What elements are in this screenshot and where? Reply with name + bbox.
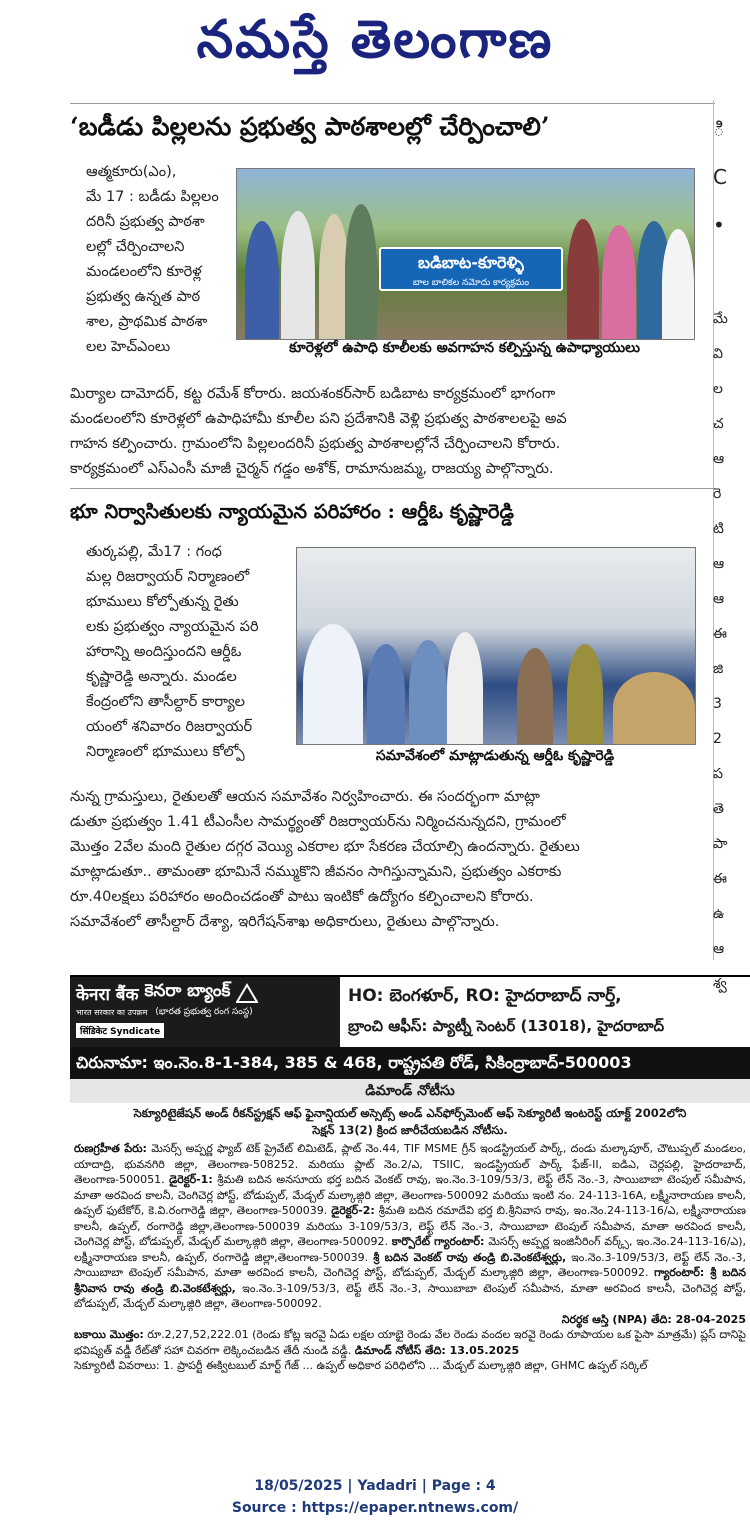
story1-lead-line: శాల, ప్రాథమిక పాఠశా	[86, 314, 208, 330]
adjacent-column-line: ఆ	[713, 941, 725, 957]
story1-photo	[236, 168, 695, 340]
adjacent-column-line: C	[713, 165, 727, 189]
story2-photo	[296, 547, 696, 745]
story2-lead-line: లకు ప్రభుత్వం న్యాయమైన పరి	[86, 619, 259, 635]
story1-lead	[86, 160, 236, 360]
adjacent-column-fragment	[713, 295, 750, 1009]
story1-body-line: గాహన కల్పించారు. గ్రామంలోని పిల్లలందరినీ ప్రభుత్వ పాఠశాలల్లోనే చేర్పించాలని కోరారు.	[70, 436, 561, 452]
notice-body: రుణగ్రహీత పేరు: మెసర్స్ అప్పర్ణ ఫ్యాబ్ టెక్ ప్రైవేట్ లిమిటెడ్, ప్లాట్ నెం.44, TIF MSME గ్రీన్ ఇండస్ట్రియల్ పార్క్, దండు మల్కాపూర్, చౌటుప్పల్ మండలం, యాదాద్రి, భువనగిరి జిల్లా, తెలంగాణ-508252. మరియు ప్లాట్ నెం.2/ఎ, TSIIC, ఇండస్ట్రియల్ పార్క్ ఫేజ్-II, ఐడిఎ, చెర్లపల్లి, హైదరాబాద్, తెలంగాణ-500051. డైరెక్టర్-1: శ్రీమతి బదిన అనసూయ భర్త బదిన వెంకట్ రావు, ఇం.నెం.3-109/53/3, లెఫ్ట్ లేన్ నెం.-3, సాయిబాబా టెంపుల్ సమీపాన, మాతా అరవింద కాలనీ, చెంగిచెర్ల పోస్ట్, బోడుప్పల్, మేడ్చల్ మల్కాజ్గిరి జిల్లా, తెలంగాణ-500092 మరియు ఇంటి నం. 24-113-16A, లక్ష్మీనారాయణ కాలనీ, ఉప్పల్ ఫుటేకోర్, కె.వి.రంగారెడ్డి జిల్లా, తెలంగాణ-500039. డైరెక్టర్-2: శ్రీమతి బదిన రమాదేవి భర్త బి.శ్రీనివాస రావు, ఇం.నెం.24-113-16/ఎ, లక్ష్మీనారాయణ కాలనీ, ఉప్పల్, రంగారెడ్డి జిల్లా,తెలంగాణ-500039 మరియు 3-109/53/3, లెఫ్ట్ లేన్ నెం.-3, సాయిబాబా టెంపుల్ సమీపాన, మాతా అరవింద కాలనీ, చెంగిచెర్ల పోస్ట్, బోడుప్పల్, మేడ్చల్ మల్కాజ్గిరి జిల్లా, తెలంగాణ-500092. కార్పొరేట్ గ్యారంటార్: మెసర్స్ అప్పర్ణ ఇంజినీరింగ్ వర్క్స్, ఇం.నెం.24-113-16/ఎ), లక్ష్మీనారాయణ కాలనీ, ఉప్పల్, రంగారెడ్డి జిల్లా,తెలంగాణ-500039. శ్రీ బదిన వెంకట్ రావు తండ్రి బి.వెంకటేశ్వర్లు, ఇం.నెం.3-109/53/3, లెఫ్ట్ లేన్ నెం.-3, సాయిబాబా టెంపుల్ సమీపాన, మాతా అరవింద కాలనీ, చెంగిచెర్ల పోస్ట్, బోడుప్పల్, మేడ్చల్ మల్కాజ్గిరి జిల్లా, తెలంగాణ-500092. గ్యారంటార్: శ్రీ బదిన శ్రీనివాస రావు తండ్రి బి.వెంకటేశ్వర్లు, ఇం.నెం.3-109/53/3, లెఫ్ట్ లేన్ నెం.-3, సాయిబాబా టెంపుల్ సమీపాన, మాతా అరవింద కాలనీ, చెంగిచెర్ల పోస్ట్, బోడుప్పల్, మేడ్చల్ మల్కాజ్గిరి జిల్లా, తెలంగాణ-500092.	[74, 1142, 747, 1310]
bank-logo-block	[70, 977, 340, 1047]
notice-subtitle: సెక్యూరిటైజేషన్ అండ్ రీకన్‌స్ట్రక్షన్ ఆఫ్ ఫైనాన్షియల్ అస్సెట్స్ అండ్ ఎన్‌ఫోర్స్‌మెంట్ ఆఫ్ సెక్యూరిటీ ఇంటరెస్ట్ యాక్ట్ 2002లోని సెక్షన్ 13(2) క్రింద జారీచేయబడిన నోటీసు.	[133, 1106, 687, 1137]
adjacent-column-line: టి	[713, 521, 724, 537]
bank-name-telugu: కెనరా బ్యాంక్	[144, 981, 231, 1001]
story2-body	[70, 785, 695, 935]
top-rule	[70, 103, 715, 104]
story2-body-line: మాట్లాడుతూ.. తామంతా భూమినే నమ్ముకొని జీవనం సాగిస్తున్నామని, ప్రభుత్వం ఎకరాకు	[70, 864, 562, 880]
adjacent-column-line: ఈ	[713, 626, 727, 642]
bank-header	[70, 977, 750, 1047]
adjacent-column-fragment-top	[713, 95, 750, 259]
adjacent-column-line: తె	[713, 801, 724, 817]
story2-body-line: రూ.40లక్షలు పరిహారం అందించడంతో పాటు ఇంటికో ఉద్యోగం కల్పించాలని కోరారు.	[70, 889, 534, 905]
story1-body-line: మండలంలోని కూరెళ్లలో ఉపాధిహామీ కూలీల పని ప్రదేశానికి వెళ్లి ప్రభుత్వ పాఠశాలలపై అవ	[70, 411, 567, 427]
story1-lead-line: లల హెచ్ఎంలు	[86, 339, 171, 355]
footer-date-page: 18/05/2025 | Yadadri | Page : 4	[254, 1478, 496, 1494]
story2-lead-line: తుర్కపల్లి, మే17 : గంధ	[86, 544, 222, 560]
dues-block: బకాయి మొత్తం: రూ.2,27,52,222.01 (రెండు కోట్ల ఇరవై ఏడు లక్షల యాభై రెండు వేల రెండు వందల ఇరవై రెండు రూపాయల ఒక పైసా మాత్రమే) ప్లస్ దానిపై భవిష్యత్ వడ్డీ రేట్‌తో సహా చివరగా లెక్కించబడిన తేదీ నుండి వడ్డీ. డిమాండ్ నోటీస్ తేది: 13.05.2025	[74, 1328, 746, 1357]
bank-tagline-telugu: (భారత ప్రభుత్వ రంగ సంస్థ)	[155, 1007, 253, 1017]
adjacent-column-line: శ్వ	[713, 976, 727, 992]
story1-lead-line: మండలంలోని కూరెళ్ల	[86, 264, 202, 280]
story2-body-line: సమావేశంలో తాసీల్దార్ దేశ్యా, ఇరిగేషన్‌శాఖ అధికారులు, రైతులు పాల్గొన్నారు.	[70, 914, 500, 930]
story2-body-line: నున్న గ్రామస్తులు, రైతులతో ఆయన సమావేశం నిర్వహించారు. ఈ సందర్భంగా మాట్లా	[70, 789, 540, 805]
bank-address: చిరునామా: ఇం.నెం.8-1-384, 385 & 468, రాష్ట్రపతి రోడ్, సికింద్రాబాద్-500003	[70, 1047, 750, 1079]
story1-lead-line: ఆత్మకూరు(ఎం),	[86, 164, 177, 180]
bank-office-block	[340, 977, 750, 1047]
photo-banner: బడిబాట-కూరెళ్ళి బాల బాలికల నమోదు కార్యక్రమం	[379, 247, 563, 291]
bank-name-hindi: केनरा बैंक	[76, 984, 139, 1005]
masthead: నమస్తే తెలంగాణ	[196, 9, 554, 70]
adjacent-column-line: వి	[713, 346, 723, 362]
bank-demand-notice	[70, 975, 750, 1377]
adjacent-column-line: ి	[713, 117, 725, 141]
story2-headline: భూ నిర్వాసితులకు న్యాయమైన పరిహారం : ఆర్డీఓ కృష్ణారెడ్డి	[70, 500, 514, 523]
story2-body-line: డుతూ ప్రభుత్వం 1.41 టీఎంసీల సామర్థ్యంతో రిజర్వాయర్‌ను నిర్మించనున్నదని, గ్రామంలో	[70, 814, 566, 830]
adjacent-column-line: పా	[713, 836, 728, 852]
adjacent-column-line: ల	[713, 381, 723, 397]
adjacent-column-line: ఆ	[713, 591, 725, 607]
story1-lead-line: దరినీ ప్రభుత్వ పాఠశా	[86, 214, 205, 230]
canara-triangle-logo	[236, 983, 258, 1003]
ho-line: HO: బెంగళూర్, RO: హైదరాబాద్ నార్త్,	[348, 986, 622, 1006]
story1-lead-line: ప్రభుత్వ ఉన్నత పాఠ	[86, 289, 201, 305]
adjacent-column-line: జి	[713, 661, 724, 677]
story2-lead-line: యంలో శనివారం రిజర్వాయర్	[86, 719, 253, 735]
story2-lead-line: మల్ల రిజర్వాయర్ నిర్మాణంలో	[86, 569, 250, 585]
adjacent-column-line: •	[713, 213, 725, 237]
adjacent-column-line: ప	[713, 766, 723, 782]
security-details: సెక్యూరిటీ వివరాలు: 1. ప్రాపర్టీ ఈక్విటబుల్ మార్ట్ గేజ్ ... ఉప్పల్ అధికార పరిధిలోని ... మేడ్చల్ మల్కాజ్గిరి జిల్లా, GHMC ఉప్పల్ సర్కిల్	[74, 1359, 648, 1372]
adjacent-column-line: 3	[713, 696, 722, 712]
adjacent-column-line: మే	[713, 311, 728, 327]
story1-body	[70, 382, 695, 482]
notice-title: డిమాండ్ నోటీసు	[70, 1079, 750, 1103]
footer-source: Source : https://epaper.ntnews.com/	[231, 1500, 519, 1516]
syndicate-badge: सिंडिकेट Syndicate	[76, 1023, 164, 1038]
story2-lead-line: కృష్ణారెడ్డి అన్నారు. మండల	[86, 669, 237, 685]
bank-tagline-hindi: भारत सरकार का उपक्रम	[76, 1008, 148, 1017]
branch-line: బ్రాంచి ఆఫీస్: ప్యాట్నీ సెంటర్ (13018), హైదరాబాద్	[348, 1017, 665, 1035]
story1-lead-line: మే 17 : బడీడు పిల్లలం	[86, 189, 219, 205]
story2-lead-line: కేంద్రంలోని తాసీల్దార్ కార్యాల	[86, 694, 245, 710]
npa-date: నిరర్థక ఆస్తి (NPA) తేది: 28-04-2025	[561, 1312, 746, 1326]
story1-headline: ‘బడీడు పిల్లలను ప్రభుత్వ పాఠశాలల్లో చేర్పించాలి’	[70, 112, 550, 141]
story2-caption: సమావేశంలో మాట్లాడుతున్న ఆర్డీఓ కృష్ణారెడ్డి	[375, 748, 615, 764]
adjacent-column-line: చ	[713, 416, 724, 432]
story2-lead	[86, 540, 296, 765]
story1-caption: కూరెళ్లలో ఉపాధి కూలీలకు అవగాహన కల్పిస్తున్న ఉపాధ్యాయులు	[289, 340, 640, 356]
story2-body-line: మొత్తం 2వేల మంది రైతుల దగ్గర వెయ్యి ఎకరాల భూ సేకరణ చేయాల్సి ఉందన్నారు. రైతులు	[70, 839, 580, 855]
adjacent-column-line: ఆ	[713, 556, 725, 572]
adjacent-column-line: 2	[713, 731, 722, 747]
story2-lead-line: హారాన్ని అందిస్తుందని ఆర్డీఓ	[86, 644, 242, 660]
story-divider	[70, 488, 715, 489]
story2-lead-line: నిర్మాణంలో భూములు కోల్పో	[86, 744, 245, 760]
adjacent-column-line: రె	[713, 486, 722, 502]
story1-lead-line: లల్లో చేర్పించాలని	[86, 239, 185, 255]
adjacent-column-line: ఉ	[713, 906, 725, 922]
story1-body-line: కార్యక్రమంలో ఎస్ఎంసీ మాజీ చైర్మన్ గడ్డం అశోక్, రామానుజమ్మ, రాజయ్య పాల్గొన్నారు.	[70, 461, 554, 477]
adjacent-column-line: ఈ	[713, 871, 727, 887]
story2-lead-line: భూములు కోల్పోతున్న రైతు	[86, 594, 239, 610]
story1-body-line: మిర్యాల దామోదర్, కట్ట రమేశ్ కోరారు. జయశంకర్‌సార్ బడిబాట కార్యక్రమంలో భాగంగా	[70, 386, 556, 402]
adjacent-column-line: ఆ	[713, 451, 725, 467]
